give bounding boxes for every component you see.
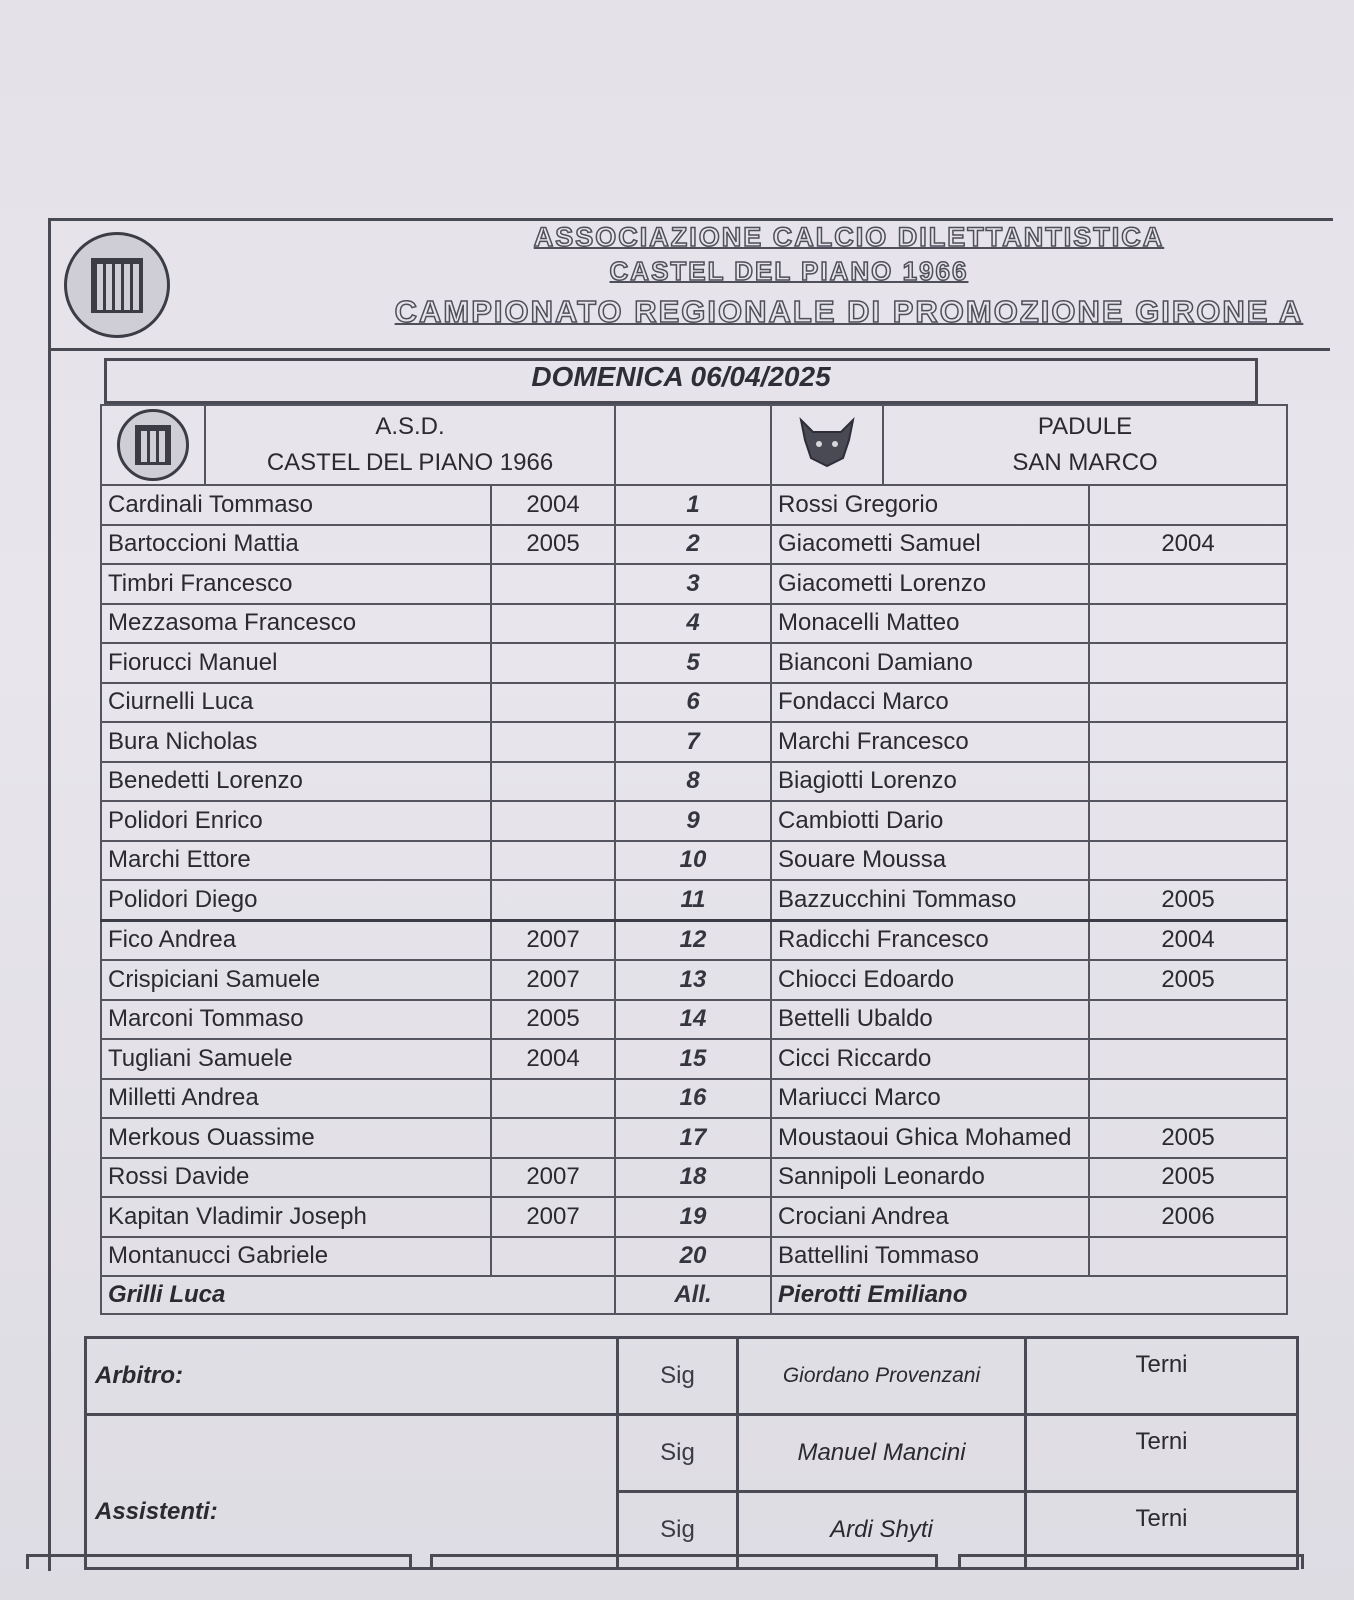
away-player-year (1089, 564, 1287, 604)
away-player-year: 2005 (1089, 1118, 1287, 1158)
away-player-name: Monacelli Matteo (771, 604, 1089, 644)
away-player-year (1089, 683, 1287, 723)
assistants-label: Assistenti: (86, 1415, 618, 1569)
roster-row (101, 1197, 1287, 1237)
away-team-line2: SAN MARCO (1012, 449, 1158, 476)
away-player-year: 2004 (1089, 920, 1287, 960)
roster-row (101, 604, 1287, 644)
away-player-year (1089, 801, 1287, 841)
home-player-name: Mezzasoma Francesco (101, 604, 491, 644)
assistant-1-sig: Sig (618, 1415, 738, 1492)
shirt-number: 16 (615, 1079, 771, 1119)
shirt-number: 2 (615, 525, 771, 565)
home-player-year (491, 762, 615, 802)
away-player-name: Souare Moussa (771, 841, 1089, 881)
roster-row (101, 1000, 1287, 1040)
home-player-year (491, 880, 615, 920)
home-player-year (491, 1118, 615, 1158)
roster-row (101, 762, 1287, 802)
home-player-name: Bura Nicholas (101, 722, 491, 762)
assistant-1-name: Manuel Mancini (738, 1415, 1026, 1492)
home-crest-icon (117, 409, 189, 481)
away-player-name: Marchi Francesco (771, 722, 1089, 762)
home-player-year (491, 722, 615, 762)
roster-row (101, 564, 1287, 604)
shirt-number: 7 (615, 722, 771, 762)
home-player-name: Marchi Ettore (101, 841, 491, 881)
away-player-year (1089, 1079, 1287, 1119)
home-player-year: 2007 (491, 1158, 615, 1198)
referee-sig: Sig (618, 1338, 738, 1415)
shirt-number: 6 (615, 683, 771, 723)
away-crest-cell (771, 405, 883, 485)
assistant-2-sig: Sig (618, 1492, 738, 1569)
away-team-name (883, 405, 1287, 485)
away-player-name: Radicchi Francesco (771, 920, 1089, 960)
shirt-number: 18 (615, 1158, 771, 1198)
home-player-year: 2004 (491, 485, 615, 525)
home-player-name: Kapitan Vladimir Joseph (101, 1197, 491, 1237)
next-sheet-edge-left (26, 1554, 412, 1569)
home-player-name: Montanucci Gabriele (101, 1237, 491, 1277)
roster-row (101, 880, 1287, 920)
away-player-name: Giacometti Samuel (771, 525, 1089, 565)
away-player-name: Mariucci Marco (771, 1079, 1089, 1119)
shirt-number: 9 (615, 801, 771, 841)
home-player-name: Cardinali Tommaso (101, 485, 491, 525)
home-player-year: 2007 (491, 960, 615, 1000)
home-player-year (491, 564, 615, 604)
away-player-year (1089, 485, 1287, 525)
home-player-name: Polidori Diego (101, 880, 491, 920)
assistant-row-1 (86, 1415, 1298, 1492)
header-club: CASTEL DEL PIANO 1966 (609, 256, 969, 286)
officials-table (84, 1336, 1299, 1570)
referee-row (86, 1338, 1298, 1415)
home-player-year: 2005 (491, 525, 615, 565)
roster-row (101, 801, 1287, 841)
home-player-name: Bartoccioni Mattia (101, 525, 491, 565)
shirt-number: 4 (615, 604, 771, 644)
away-player-year (1089, 1237, 1287, 1277)
coach-label: All. (615, 1276, 771, 1314)
shirt-number: 1 (615, 485, 771, 525)
away-player-name: Giacometti Lorenzo (771, 564, 1089, 604)
next-sheet-edge-right (958, 1554, 1304, 1569)
away-player-year: 2005 (1089, 880, 1287, 920)
home-player-name: Fiorucci Manuel (101, 643, 491, 683)
number-header-cell (615, 405, 771, 485)
shirt-number: 20 (615, 1237, 771, 1277)
roster-row (101, 525, 1287, 565)
home-player-year (491, 643, 615, 683)
shirt-number: 11 (615, 880, 771, 920)
away-player-name: Biagiotti Lorenzo (771, 762, 1089, 802)
home-player-name: Timbri Francesco (101, 564, 491, 604)
away-player-year: 2005 (1089, 960, 1287, 1000)
home-team-line1: A.S.D. (375, 413, 445, 440)
home-player-name: Ciurnelli Luca (101, 683, 491, 723)
roster-row (101, 1118, 1287, 1158)
castle-tower-icon (135, 425, 171, 464)
away-player-year (1089, 762, 1287, 802)
home-player-name: Tugliani Samuele (101, 1039, 491, 1079)
home-player-name: Fico Andrea (101, 920, 491, 960)
home-player-year: 2007 (491, 920, 615, 960)
roster-row (101, 485, 1287, 525)
shirt-number: 15 (615, 1039, 771, 1079)
bull-crest-icon (791, 414, 863, 470)
home-player-year: 2005 (491, 1000, 615, 1040)
away-coach: Pierotti Emiliano (771, 1276, 1287, 1314)
roster-row (101, 1039, 1287, 1079)
coach-row (101, 1276, 1287, 1314)
away-player-year: 2005 (1089, 1158, 1287, 1198)
roster-table (100, 404, 1288, 1315)
roster-row (101, 841, 1287, 881)
home-player-year: 2004 (491, 1039, 615, 1079)
shirt-number: 8 (615, 762, 771, 802)
home-player-name: Marconi Tommaso (101, 1000, 491, 1040)
away-player-year (1089, 1039, 1287, 1079)
away-team-line1: PADULE (1037, 413, 1133, 440)
home-player-name: Crispiciani Samuele (101, 960, 491, 1000)
home-crest-cell (101, 405, 205, 485)
shirt-number: 14 (615, 1000, 771, 1040)
home-team-line2: CASTEL DEL PIANO 1966 (266, 449, 554, 476)
away-player-name: Sannipoli Leonardo (771, 1158, 1089, 1198)
shirt-number: 5 (615, 643, 771, 683)
home-player-year (491, 841, 615, 881)
roster-row (101, 1079, 1287, 1119)
referee-name: Giordano Provenzani (738, 1338, 1026, 1415)
shirt-number: 12 (615, 920, 771, 960)
shirt-number: 13 (615, 960, 771, 1000)
away-player-name: Bettelli Ubaldo (771, 1000, 1089, 1040)
assistant-1-city: Terni (1026, 1415, 1298, 1492)
teams-header-row (101, 405, 1287, 485)
club-header (48, 218, 1330, 351)
home-player-year (491, 1079, 615, 1119)
away-player-year: 2004 (1089, 525, 1287, 565)
home-player-name: Polidori Enrico (101, 801, 491, 841)
away-player-name: Battellini Tommaso (771, 1237, 1089, 1277)
home-player-name: Benedetti Lorenzo (101, 762, 491, 802)
away-player-year (1089, 1000, 1287, 1040)
assistant-2-city: Terni (1026, 1492, 1298, 1569)
roster-row (101, 722, 1287, 762)
home-player-year: 2007 (491, 1197, 615, 1237)
shirt-number: 19 (615, 1197, 771, 1237)
away-player-name: Rossi Gregorio (771, 485, 1089, 525)
match-date: DOMENICA 06/04/2025 (104, 358, 1258, 404)
shirt-number: 17 (615, 1118, 771, 1158)
referee-city: Terni (1026, 1338, 1298, 1415)
next-sheet-edge-middle (430, 1554, 938, 1569)
header-association: ASSOCIAZIONE CALCIO DILETTANTISTICA (533, 222, 1165, 252)
roster-row (101, 920, 1287, 960)
away-player-name: Cicci Riccardo (771, 1039, 1089, 1079)
away-player-name: Crociani Andrea (771, 1197, 1089, 1237)
away-player-year: 2006 (1089, 1197, 1287, 1237)
away-player-name: Cambiotti Dario (771, 801, 1089, 841)
away-player-year (1089, 722, 1287, 762)
home-player-year (491, 683, 615, 723)
home-coach: Grilli Luca (101, 1276, 615, 1314)
roster-row (101, 1237, 1287, 1277)
home-player-year (491, 801, 615, 841)
shirt-number: 3 (615, 564, 771, 604)
home-player-year (491, 604, 615, 644)
away-player-name: Moustaoui Ghica Mohamed (771, 1118, 1089, 1158)
roster-row (101, 683, 1287, 723)
home-player-year (491, 1237, 615, 1277)
home-player-name: Rossi Davide (101, 1158, 491, 1198)
home-player-name: Milletti Andrea (101, 1079, 491, 1119)
away-player-year (1089, 643, 1287, 683)
away-player-year (1089, 604, 1287, 644)
away-player-name: Fondacci Marco (771, 683, 1089, 723)
assistant-2-name: Ardi Shyti (738, 1492, 1026, 1569)
away-player-name: Bianconi Damiano (771, 643, 1089, 683)
away-player-name: Chiocci Edoardo (771, 960, 1089, 1000)
roster-row (101, 643, 1287, 683)
roster-row (101, 960, 1287, 1000)
referee-label: Arbitro: (86, 1338, 618, 1415)
home-player-name: Merkous Ouassime (101, 1118, 491, 1158)
shirt-number: 10 (615, 841, 771, 881)
header-championship: CAMPIONATO REGIONALE DI PROMOZIONE GIRONE A (394, 294, 1304, 329)
away-player-year (1089, 841, 1287, 881)
roster-row (101, 1158, 1287, 1198)
home-team-name (205, 405, 615, 485)
away-player-name: Bazzucchini Tommaso (771, 880, 1089, 920)
